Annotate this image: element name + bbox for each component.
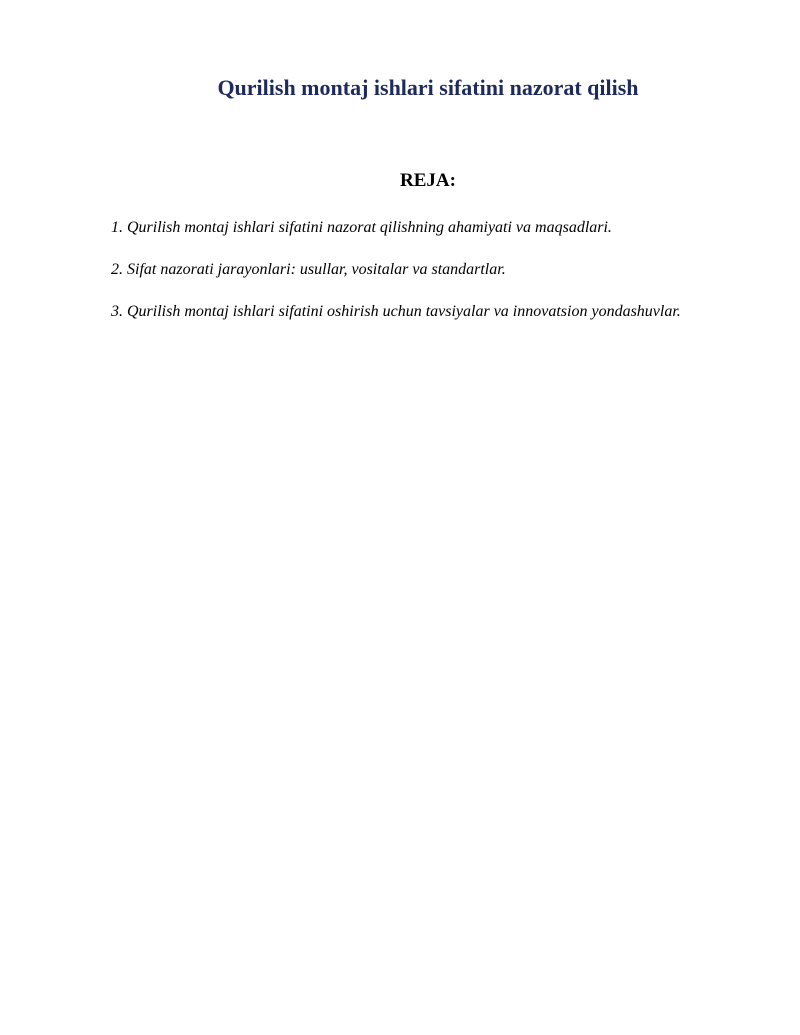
plan-item-3: 3. Qurilish montaj ishlari sifatini oshirish uchun tavsiyalar va innovatsion yondashuvlar. xyxy=(111,303,681,320)
plan-heading-area xyxy=(0,0,800,200)
plan-item-2: 2. Sifat nazorati jarayonlari: usullar, vositalar va standartlar. xyxy=(111,261,506,278)
plan-list xyxy=(111,212,742,338)
document-title: Qurilish montaj ishlari sifatini nazorat qilish xyxy=(217,75,639,100)
plan-heading: REJA: xyxy=(400,170,456,191)
plan-item-1: 1. Qurilish montaj ishlari sifatini nazorat qilishning ahamiyati va maqsadlari. xyxy=(111,219,612,236)
